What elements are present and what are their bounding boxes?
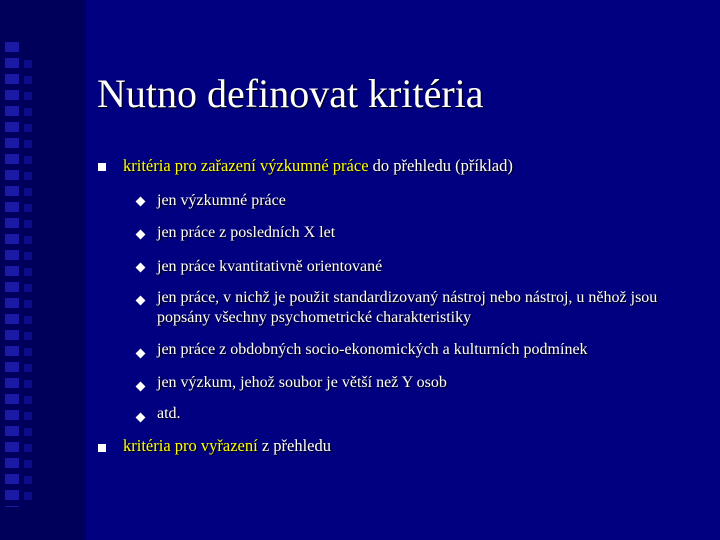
decorative-square-column bbox=[5, 42, 19, 507]
inclusion-criteria-rest: do přehledu (příklad) bbox=[368, 156, 513, 175]
subitem-standardized-tool: jen práce, v nichž je použit standardizovaný nástroj nebo nástroj, u něhož jsou popsány všechny psychometrické charakteristiky bbox=[157, 289, 658, 326]
diamond-bullet-icon bbox=[136, 197, 146, 207]
subitem-last-years: jen práce z posledních X let bbox=[157, 224, 336, 241]
bullet-item-inclusion-criteria bbox=[123, 156, 513, 176]
diamond-bullet-icon bbox=[136, 230, 146, 240]
decorative-side-strip bbox=[0, 0, 86, 540]
diamond-bullet-icon bbox=[136, 263, 146, 273]
subitem-sample-size: jen výzkum, jehož soubor je větší než Y osob bbox=[157, 374, 447, 391]
diamond-bullet-icon bbox=[136, 296, 146, 306]
exclusion-criteria-highlight: kritéria pro vyřazení bbox=[123, 436, 258, 455]
bullet-item-exclusion-criteria bbox=[123, 436, 331, 456]
slide-title: Nutno definovat kritéria bbox=[97, 71, 484, 116]
subitem-research-only: jen výzkumné práce bbox=[157, 192, 286, 209]
square-bullet-icon bbox=[98, 163, 106, 171]
subitem-similar-conditions: jen práce z obdobných socio-ekonomických a kulturních podmínek bbox=[157, 341, 588, 358]
subitem-etc: atd. bbox=[157, 405, 181, 422]
diamond-bullet-icon bbox=[136, 382, 146, 392]
diamond-bullet-icon bbox=[136, 413, 146, 423]
square-bullet-icon bbox=[98, 444, 106, 452]
subitem-quantitative: jen práce kvantitativně orientované bbox=[157, 258, 383, 275]
exclusion-criteria-rest: z přehledu bbox=[257, 436, 331, 455]
diamond-bullet-icon bbox=[136, 349, 146, 359]
decorative-square-column-inner bbox=[24, 60, 32, 500]
inclusion-criteria-highlight: kritéria pro zařazení výzkumné práce bbox=[123, 156, 369, 175]
